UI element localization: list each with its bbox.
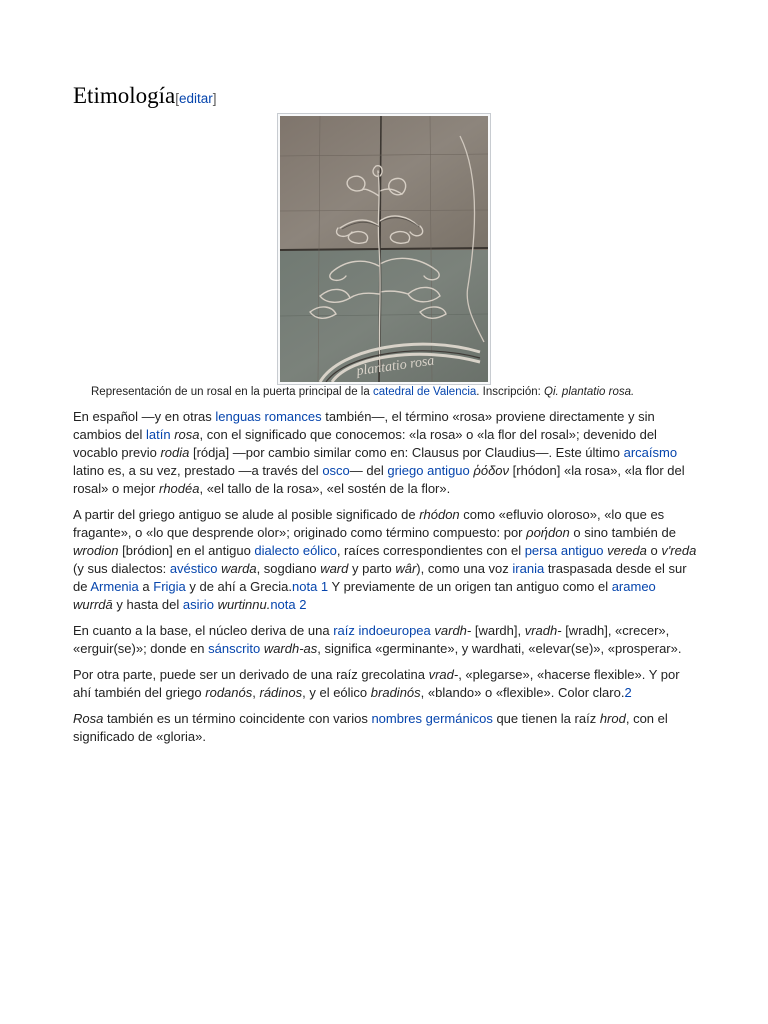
link-catedral-valencia[interactable]: catedral de Valencia bbox=[372, 386, 477, 398]
italic-term: vereda bbox=[607, 543, 647, 558]
text-run: A partir del griego antiguo se alude al posible significado de bbox=[73, 507, 420, 522]
text-run: también es un término coincidente con varios bbox=[103, 711, 372, 726]
text-run: latino es, a su vez, prestado —a través del bbox=[73, 463, 323, 478]
italic-term: vrad- bbox=[428, 667, 459, 682]
paragraph-3 bbox=[73, 622, 697, 658]
text-run: y parto bbox=[348, 561, 396, 576]
text-run: ), como una voz bbox=[416, 561, 513, 576]
text-run: [wardh], bbox=[471, 623, 525, 638]
link-raiz-indoeuropea[interactable]: raíz indoeuropea bbox=[333, 623, 431, 638]
italic-term: rhodéa bbox=[158, 481, 200, 496]
text-run: o bbox=[646, 543, 662, 558]
paragraph-2 bbox=[73, 506, 697, 614]
italic-term: warda bbox=[221, 561, 257, 576]
italic-term: wrodion bbox=[73, 543, 119, 558]
edit-bracket-close: ] bbox=[212, 91, 217, 106]
text-run: que tienen la raíz bbox=[492, 711, 600, 726]
article-body bbox=[73, 408, 697, 754]
text-run: , «plegarse», «hacerse flexible». Y por ahí también del griego bbox=[73, 667, 680, 700]
text-run: En español —y en otras bbox=[73, 409, 216, 424]
caption-inscription: Qi. plantatio rosa. bbox=[544, 386, 635, 398]
link-avestico[interactable]: avéstico bbox=[169, 561, 218, 576]
caption-text: . Inscripción: bbox=[476, 386, 545, 398]
text-run: [rhódon] «la rosa», «la flor del rosal» o mejor bbox=[73, 463, 685, 496]
section-title: Etimología bbox=[73, 83, 176, 108]
link-nombres-germanicos[interactable]: nombres germánicos bbox=[371, 711, 493, 726]
text-run: — del bbox=[349, 463, 388, 478]
rose-relief-image[interactable] bbox=[280, 116, 488, 382]
italic-term: vradh- bbox=[524, 623, 562, 638]
text-run: como «efluvio oloroso», «lo que es fragante», o «lo que desprende olor»; originado como término compuesto: por bbox=[73, 507, 665, 540]
edit-bracket-open: [ bbox=[175, 91, 179, 106]
italic-term: Rosa bbox=[73, 711, 104, 726]
italic-term: rodia bbox=[160, 445, 190, 460]
text-run: y de ahí a Grecia. bbox=[185, 579, 292, 594]
text-run: o sino también de bbox=[569, 525, 676, 540]
link-latin[interactable]: latín bbox=[145, 427, 171, 442]
italic-term: wâr bbox=[395, 561, 417, 576]
link-lenguas-romances[interactable]: lenguas romances bbox=[215, 409, 322, 424]
text-run: , con el significado que conocemos: «la rosa» o «la flor del rosal»; devenido del vocablo previo bbox=[73, 427, 657, 460]
reference-link-2[interactable]: 2 bbox=[624, 685, 632, 700]
text-run: (y sus dialectos: bbox=[73, 561, 170, 576]
caption-text: Representación de un rosal en la puerta principal de la bbox=[91, 386, 373, 398]
link-frigia[interactable]: Frigia bbox=[153, 579, 186, 594]
text-run: a bbox=[138, 579, 154, 594]
italic-term: rhódon bbox=[419, 507, 460, 522]
text-run: , bbox=[252, 685, 260, 700]
italic-term: rosa bbox=[174, 427, 200, 442]
note-link-1[interactable]: nota 1 bbox=[292, 579, 329, 594]
paragraph-1 bbox=[73, 408, 697, 498]
svg-text:plantatio rosa: plantatio rosa bbox=[355, 353, 436, 380]
link-arcaismo[interactable]: arcaísmo bbox=[623, 445, 678, 460]
text-run: traspasada desde el sur de bbox=[73, 561, 687, 594]
link-persa-antiguo[interactable]: persa antiguo bbox=[524, 543, 604, 558]
figure-caption bbox=[91, 385, 711, 400]
link-armenia[interactable]: Armenia bbox=[90, 579, 139, 594]
italic-term: rodanós bbox=[205, 685, 253, 700]
text-run: , «el tallo de la rosa», «el sostén de la flor». bbox=[199, 481, 451, 496]
text-run: , con el significado de «gloria». bbox=[73, 711, 668, 744]
text-run: , significa «germinante», y wardhati, «elevar(se)», «prosperar». bbox=[317, 641, 682, 656]
link-sanscrito[interactable]: sánscrito bbox=[208, 641, 261, 656]
section-heading bbox=[73, 82, 217, 113]
italic-term: wardh-as bbox=[263, 641, 318, 656]
italic-term: hrod bbox=[599, 711, 626, 726]
paragraph-5 bbox=[73, 710, 697, 746]
link-irania[interactable]: irania bbox=[512, 561, 545, 576]
text-run: y hasta del bbox=[112, 597, 183, 612]
paragraph-4 bbox=[73, 666, 697, 702]
italic-term: don bbox=[548, 525, 570, 540]
italic-term: rádinos bbox=[259, 685, 303, 700]
text-run: En cuanto a la base, el núcleo deriva de una bbox=[73, 623, 334, 638]
note-link-2[interactable]: nota 2 bbox=[270, 597, 307, 612]
link-osco[interactable]: osco bbox=[322, 463, 350, 478]
link-asirio[interactable]: asirio bbox=[182, 597, 214, 612]
italic-term: ward bbox=[320, 561, 349, 576]
text-run: , «blando» o «flexible». Color claro. bbox=[420, 685, 625, 700]
italic-term: ροή bbox=[526, 525, 549, 540]
text-run: , sogdiano bbox=[256, 561, 321, 576]
link-arameo[interactable]: arameo bbox=[611, 579, 656, 594]
italic-term: wurrdā bbox=[73, 597, 113, 612]
text-run: Por otra parte, puede ser un derivado de una raíz grecolatina bbox=[73, 667, 429, 682]
text-run: también—, el término «rosa» proviene directamente y sin cambios del bbox=[73, 409, 655, 442]
text-run: Y previamente de un origen tan antiguo como el bbox=[328, 579, 612, 594]
link-dialecto-eolico[interactable]: dialecto eólico bbox=[254, 543, 337, 558]
italic-term: vardh- bbox=[434, 623, 472, 638]
text-run: [bródion] en el antiguo bbox=[118, 543, 255, 558]
link-griego-antiguo[interactable]: griego antiguo bbox=[387, 463, 470, 478]
text-run: [ródja] —por cambio similar como en: Clausus por Claudius—. Este último bbox=[189, 445, 624, 460]
italic-term: v'reda bbox=[661, 543, 697, 558]
edit-section bbox=[175, 91, 216, 106]
text-run: [wradh], «crecer», «erguir(se)»; donde en bbox=[73, 623, 670, 656]
text-run: , y el eólico bbox=[302, 685, 371, 700]
text-run: , raíces correspondientes con el bbox=[336, 543, 525, 558]
italic-term: ῥόδον bbox=[473, 463, 510, 478]
italic-term: wurtinnu. bbox=[217, 597, 271, 612]
italic-term: bradinós bbox=[370, 685, 421, 700]
figure-thumbnail[interactable] bbox=[277, 113, 491, 385]
edit-section-link[interactable]: editar bbox=[178, 91, 213, 106]
